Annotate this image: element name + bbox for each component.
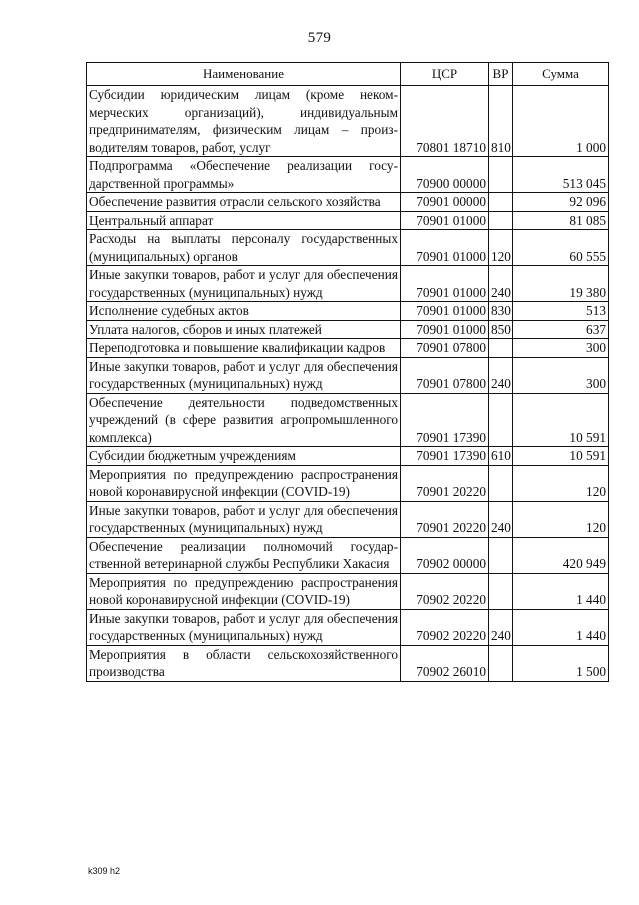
row-sum: 637 [513, 320, 609, 339]
row-name: Иные закупки товаров, работ и услуг для обеспечения государственных (муниципальных) нужд [87, 501, 401, 537]
row-name: Обеспечение реализации полномочий государственной ветеринарной службы Республики Хакасия [87, 537, 401, 573]
row-name: Обеспечение развития отрасли сельского хозяйства [87, 193, 401, 212]
table-row [87, 501, 609, 537]
document-code: k309 h2 [88, 866, 121, 876]
row-sum: 1 500 [513, 645, 609, 681]
table-row [87, 609, 609, 645]
row-csr: 70901 01000 [401, 211, 489, 230]
row-name: Уплата налогов, сборов и иных платежей [87, 320, 401, 339]
row-csr: 70801 18710 [401, 86, 489, 157]
row-name: Мероприятия в области сельскохозяйственного производства [87, 645, 401, 681]
row-csr: 70901 01000 [401, 266, 489, 302]
row-name: Иные закупки товаров, работ и услуг для обеспечения государственных (муниципальных) нужд [87, 266, 401, 302]
row-vr: 850 [489, 320, 513, 339]
table-row [87, 302, 609, 321]
row-csr: 70902 20220 [401, 573, 489, 609]
budget-table [86, 62, 609, 682]
row-sum: 1 440 [513, 609, 609, 645]
row-name: Исполнение судебных актов [87, 302, 401, 321]
row-sum: 1 000 [513, 86, 609, 157]
table-row [87, 320, 609, 339]
row-sum: 300 [513, 357, 609, 393]
row-name: Центральный аппарат [87, 211, 401, 230]
row-csr: 70901 20220 [401, 501, 489, 537]
row-csr: 70900 00000 [401, 157, 489, 193]
row-vr [489, 211, 513, 230]
row-name: Мероприятия по предупреждению распространения новой коронавирусной инфекции (COVID-19) [87, 573, 401, 609]
row-name: Переподготовка и повышение квалификации кадров [87, 339, 401, 358]
row-vr: 120 [489, 230, 513, 266]
row-vr [489, 537, 513, 573]
table-row [87, 230, 609, 266]
header-csr: ЦСР [401, 63, 489, 86]
row-vr: 610 [489, 447, 513, 466]
row-csr: 70901 17390 [401, 447, 489, 466]
row-sum: 81 085 [513, 211, 609, 230]
row-name: Иные закупки товаров, работ и услуг для обеспечения государственных (муниципальных) нужд [87, 357, 401, 393]
row-vr: 240 [489, 609, 513, 645]
row-name: Подпрограмма «Обеспечение реализации государственной программы» [87, 157, 401, 193]
row-name: Обеспечение деятельности подведомственных учреждений (в сфере развития агропромышленного комплекса) [87, 393, 401, 447]
row-name: Субсидии бюджетным учреждениям [87, 447, 401, 466]
table-row [87, 447, 609, 466]
row-vr [489, 573, 513, 609]
row-sum: 513 045 [513, 157, 609, 193]
row-vr [489, 393, 513, 447]
row-sum: 513 [513, 302, 609, 321]
row-name: Иные закупки товаров, работ и услуг для обеспечения государственных (муниципальных) нужд [87, 609, 401, 645]
table-row [87, 339, 609, 358]
table-row [87, 645, 609, 681]
table-row [87, 573, 609, 609]
row-csr: 70901 01000 [401, 302, 489, 321]
page-number: 579 [307, 30, 332, 46]
row-sum: 120 [513, 501, 609, 537]
row-vr [489, 465, 513, 501]
row-csr: 70901 01000 [401, 230, 489, 266]
row-vr: 830 [489, 302, 513, 321]
row-csr: 70901 01000 [401, 320, 489, 339]
row-vr [489, 339, 513, 358]
row-sum: 1 440 [513, 573, 609, 609]
header-sum: Сумма [513, 63, 609, 86]
row-csr: 70901 20220 [401, 465, 489, 501]
row-sum: 300 [513, 339, 609, 358]
row-csr: 70901 07800 [401, 357, 489, 393]
table-row [87, 537, 609, 573]
row-csr: 70902 26010 [401, 645, 489, 681]
table-row [87, 193, 609, 212]
row-vr [489, 157, 513, 193]
row-name: Расходы на выплаты персоналу государственных (муниципальных) органов [87, 230, 401, 266]
row-csr: 70902 00000 [401, 537, 489, 573]
header-name: Наименование [87, 63, 401, 86]
row-vr: 240 [489, 501, 513, 537]
table-row [87, 393, 609, 447]
row-csr: 70901 00000 [401, 193, 489, 212]
row-vr: 240 [489, 266, 513, 302]
row-csr: 70901 07800 [401, 339, 489, 358]
row-name: Мероприятия по предупреждению распространения новой коронавирусной инфекции (COVID-19) [87, 465, 401, 501]
row-sum: 60 555 [513, 230, 609, 266]
row-sum: 19 380 [513, 266, 609, 302]
table-row [87, 86, 609, 157]
table-row [87, 211, 609, 230]
row-sum: 10 591 [513, 447, 609, 466]
row-vr [489, 645, 513, 681]
row-name: Субсидии юридическим лицам (кроме некоммерческих организаций), индивидуальным предпринимателям, физическим лицам – производителям товаров, работ, услуг [87, 86, 401, 157]
header-vr: ВР [489, 63, 513, 86]
table-row [87, 357, 609, 393]
table-header-row [87, 63, 609, 86]
row-vr: 810 [489, 86, 513, 157]
table-row [87, 465, 609, 501]
table-row [87, 266, 609, 302]
row-sum: 420 949 [513, 537, 609, 573]
row-csr: 70901 17390 [401, 393, 489, 447]
row-sum: 10 591 [513, 393, 609, 447]
row-sum: 92 096 [513, 193, 609, 212]
table-row [87, 157, 609, 193]
row-sum: 120 [513, 465, 609, 501]
row-csr: 70902 20220 [401, 609, 489, 645]
row-vr [489, 193, 513, 212]
row-vr: 240 [489, 357, 513, 393]
